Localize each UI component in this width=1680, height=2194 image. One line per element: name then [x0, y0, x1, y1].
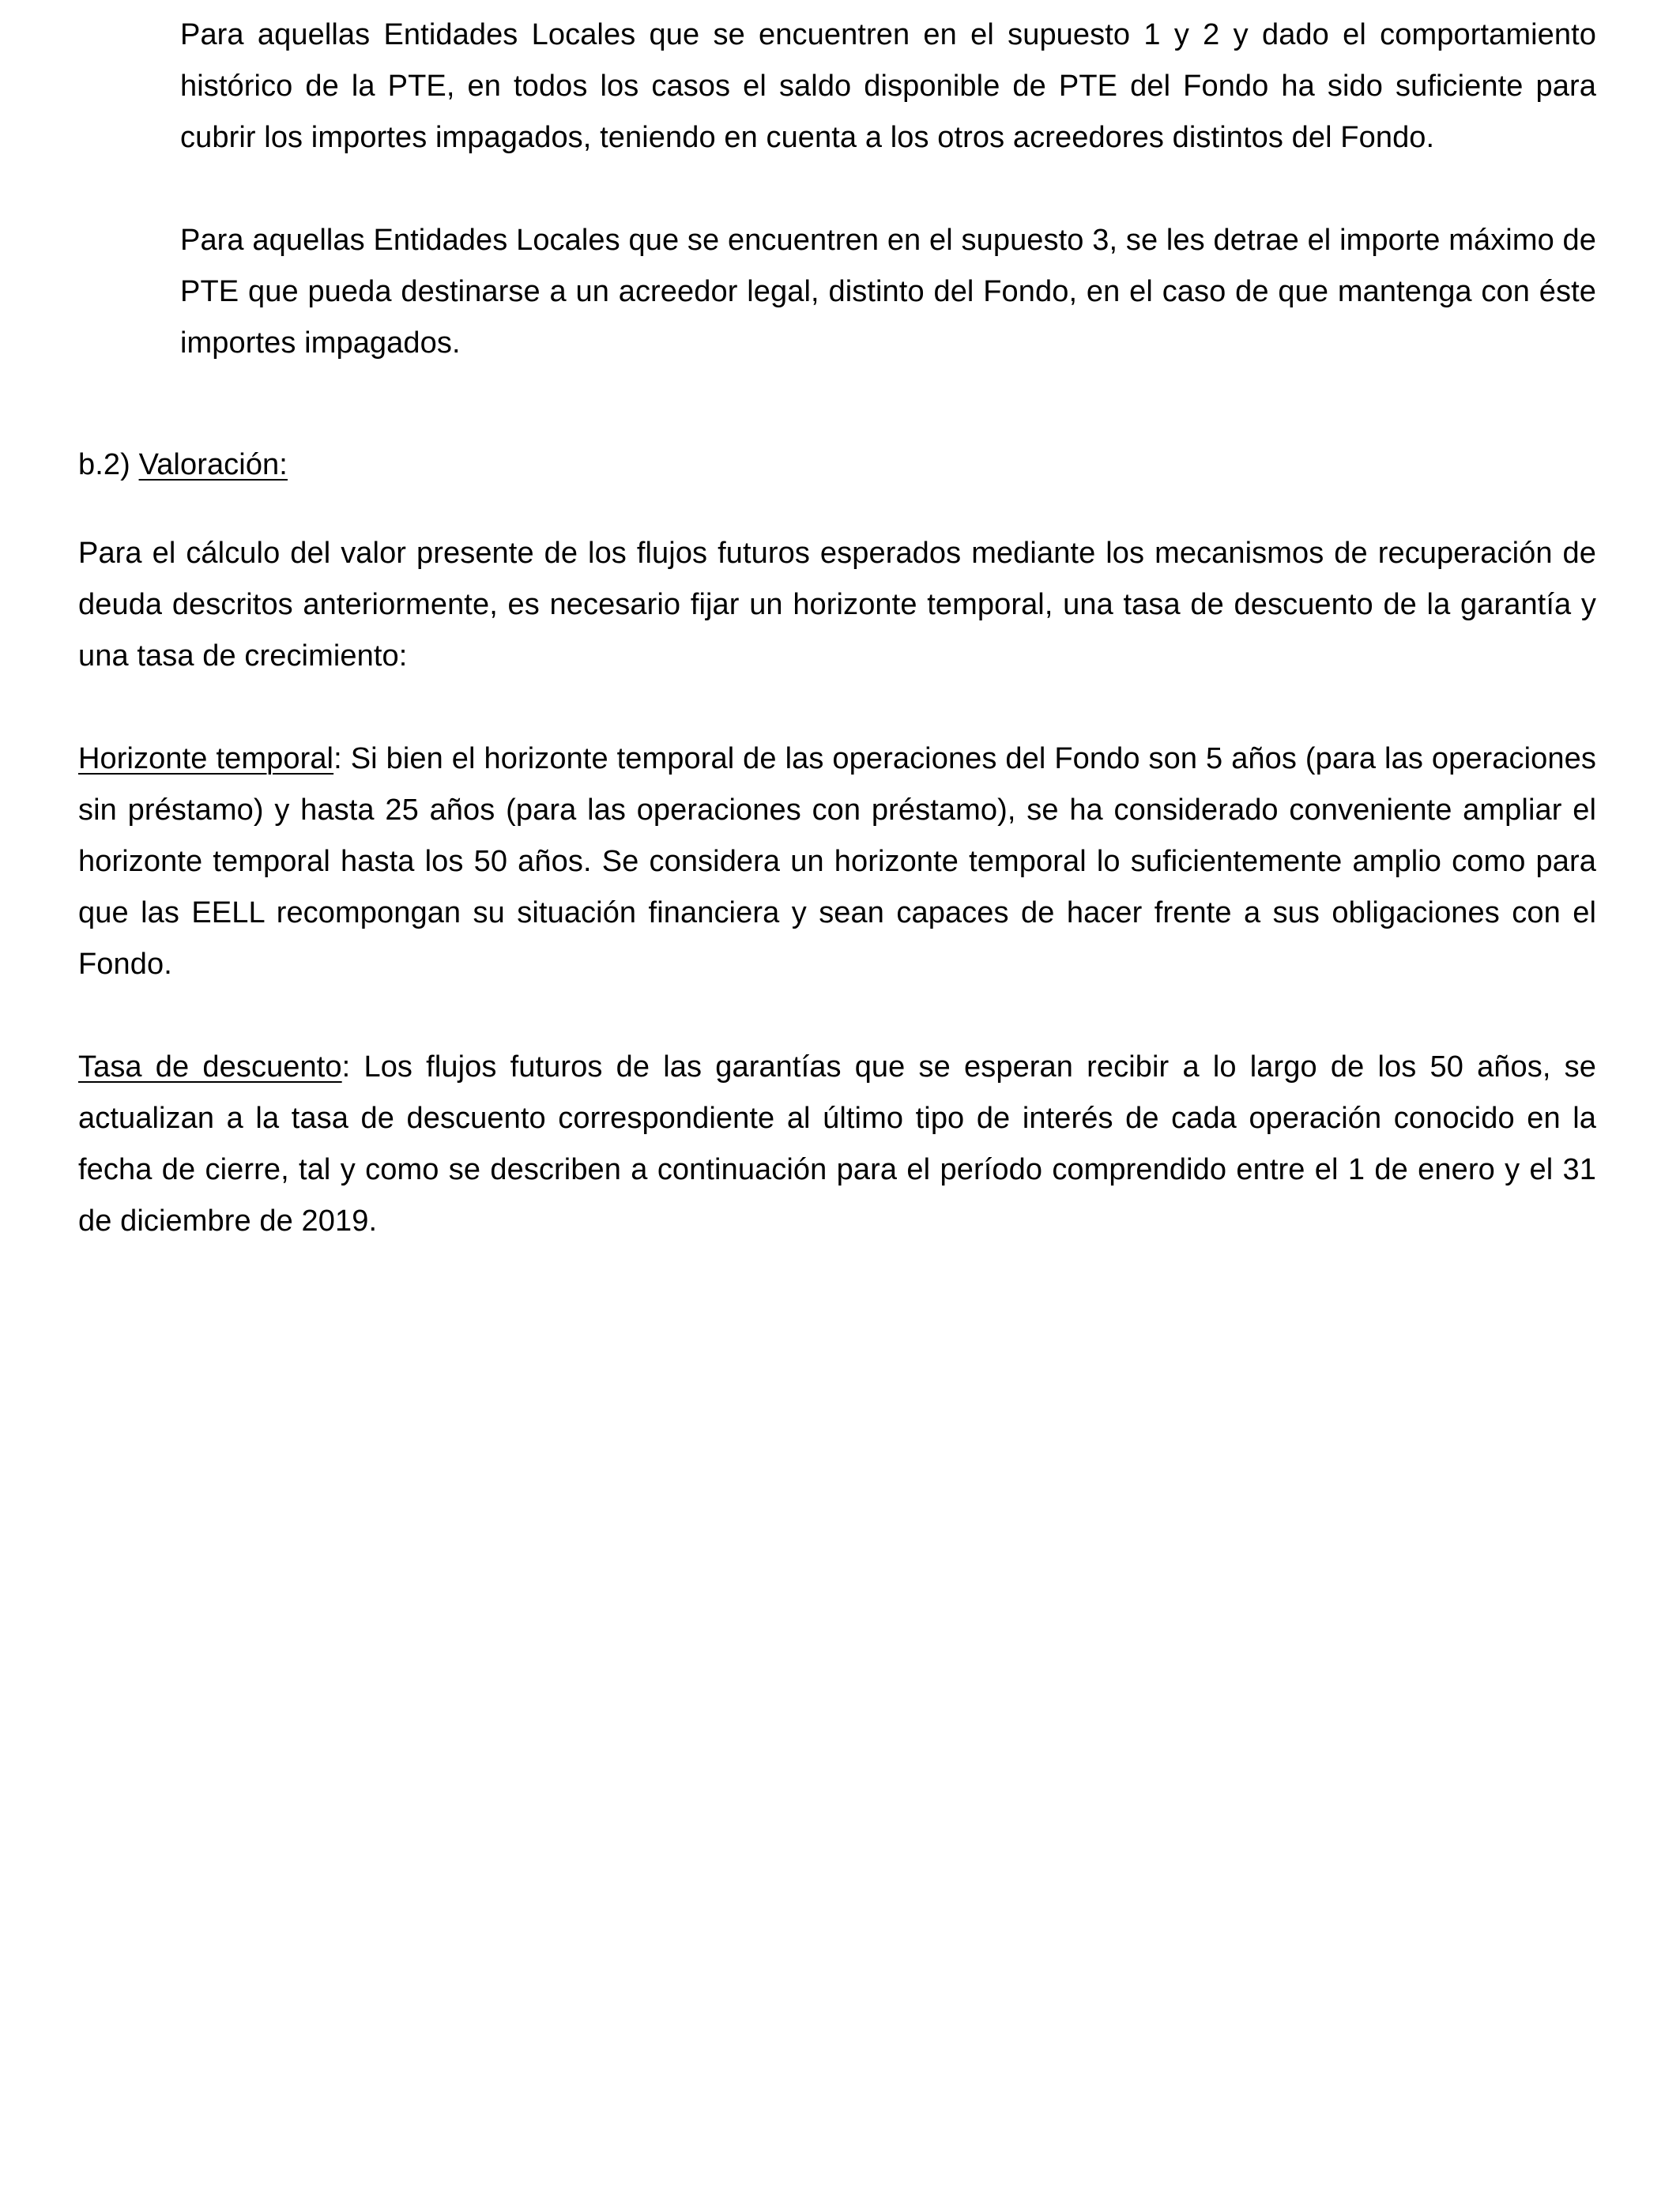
paragraph-tasa-descuento	[78, 1042, 1596, 1247]
paragraph-horizonte-temporal	[78, 733, 1596, 990]
term-horizonte-temporal: Horizonte temporal	[78, 742, 334, 775]
section-heading	[78, 439, 1596, 491]
paragraph-supuesto-1-2: Para aquellas Entidades Locales que se encuentren en el supuesto 1 y 2 y dado el comportamiento histórico de la PTE, en todos los casos el saldo disponible de PTE del Fondo ha sido suficiente para cubrir los importes impagados, teniendo en cuenta a los otros acreedores distintos del Fondo.	[180, 18, 1596, 154]
term-tasa-descuento: Tasa de descuento	[78, 1050, 342, 1084]
paragraph-supuesto-3: Para aquellas Entidades Locales que se encuentren en el supuesto 3, se les detrae el importe máximo de PTE que pueda destinarse a un acreedor legal, distinto del Fondo, en el caso de que mantenga con éste importes impagados.	[180, 224, 1596, 360]
tasa-descuento-text: : Los flujos futuros de las garantías que se esperan recibir a lo largo de los 50 años, se actualizan a la tasa de descuento correspondiente al último tipo de interés de cada operación conocido en la fecha de cierre, tal y como se describen a continuación para el período comprendido entre el 1 de enero y el 31 de diciembre de 2019.	[78, 1050, 1596, 1238]
horizonte-temporal-text: : Si bien el horizonte temporal de las operaciones del Fondo son 5 años (para las operaciones sin préstamo) y hasta 25 años (para las operaciones con préstamo), se ha considerado conveniente ampliar el horizonte temporal hasta los 50 años. Se considera un horizonte temporal lo suficientemente amplio como para que las EELL recompongan su situación financiera y sean capaces de hacer frente a sus obligaciones con el Fondo.	[78, 742, 1596, 981]
section-number: b.2)	[78, 448, 130, 481]
section-title: Valoración:	[138, 448, 288, 481]
paragraph-intro: Para el cálculo del valor presente de los flujos futuros esperados mediante los mecanismos de recuperación de deuda descritos anteriormente, es necesario fijar un horizonte temporal, una tasa de descuento de la garantía y una tasa de crecimiento:	[78, 537, 1596, 673]
